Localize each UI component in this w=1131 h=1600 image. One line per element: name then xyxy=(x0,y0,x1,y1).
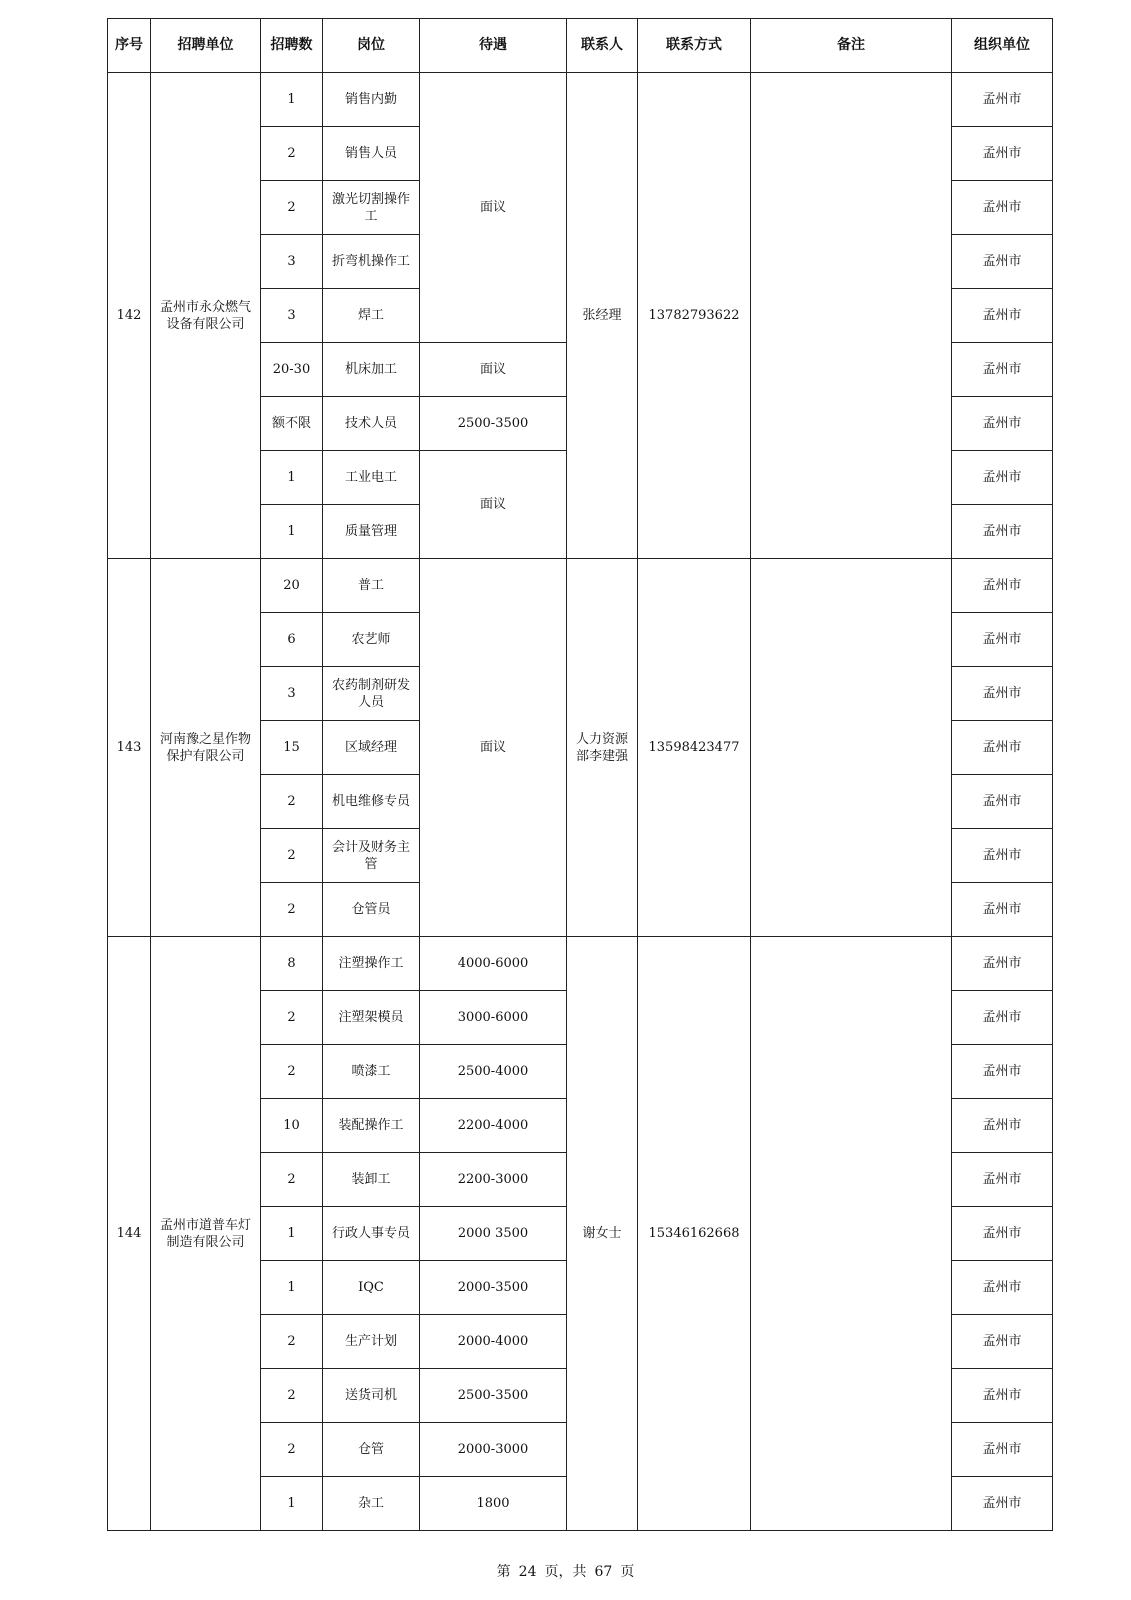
organizer: 孟州市 xyxy=(952,721,1053,775)
header-org: 组织单位 xyxy=(952,19,1053,73)
contact-person: 人力资源部李建强 xyxy=(567,559,638,937)
organizer: 孟州市 xyxy=(952,343,1053,397)
position-name: 销售内勤 xyxy=(323,73,420,127)
job-listing-sheet xyxy=(107,18,1052,1565)
header-note: 备注 xyxy=(751,19,952,73)
footer-mid: 页，共 xyxy=(544,1564,587,1580)
position-name: 喷漆工 xyxy=(323,1045,420,1099)
table-body xyxy=(108,73,1053,1531)
company-name: 孟州市道普车灯制造有限公司 xyxy=(151,937,261,1531)
contact-phone: 15346162668 xyxy=(638,937,751,1531)
salary: 2500-4000 xyxy=(420,1045,567,1099)
position-name: 会计及财务主管 xyxy=(323,829,420,883)
salary: 面议 xyxy=(420,343,567,397)
hire-count: 3 xyxy=(261,235,323,289)
organizer: 孟州市 xyxy=(952,181,1053,235)
job-table xyxy=(107,18,1053,1531)
hire-count: 1 xyxy=(261,451,323,505)
header-phone: 联系方式 xyxy=(638,19,751,73)
hire-count: 3 xyxy=(261,667,323,721)
position-name: 注塑架模员 xyxy=(323,991,420,1045)
organizer: 孟州市 xyxy=(952,289,1053,343)
position-name: 工业电工 xyxy=(323,451,420,505)
remarks xyxy=(751,559,952,937)
contact-person: 谢女士 xyxy=(567,937,638,1531)
serial-number: 144 xyxy=(108,937,151,1531)
position-name: 农艺师 xyxy=(323,613,420,667)
organizer: 孟州市 xyxy=(952,1207,1053,1261)
salary: 2000-3000 xyxy=(420,1423,567,1477)
salary: 3000-6000 xyxy=(420,991,567,1045)
organizer: 孟州市 xyxy=(952,1423,1053,1477)
hire-count: 3 xyxy=(261,289,323,343)
salary: 2500-3500 xyxy=(420,397,567,451)
organizer: 孟州市 xyxy=(952,991,1053,1045)
hire-count: 2 xyxy=(261,883,323,937)
organizer: 孟州市 xyxy=(952,451,1053,505)
hire-count: 20 xyxy=(261,559,323,613)
hire-count: 2 xyxy=(261,127,323,181)
position-name: 机电维修专员 xyxy=(323,775,420,829)
table-row xyxy=(108,937,1053,991)
hire-count: 2 xyxy=(261,991,323,1045)
organizer: 孟州市 xyxy=(952,1477,1053,1531)
contact-phone: 13598423477 xyxy=(638,559,751,937)
hire-count: 额不限 xyxy=(261,397,323,451)
header-pay: 待遇 xyxy=(420,19,567,73)
contact-person: 张经理 xyxy=(567,73,638,559)
company-name: 孟州市永众燃气设备有限公司 xyxy=(151,73,261,559)
organizer: 孟州市 xyxy=(952,397,1053,451)
salary: 2500-3500 xyxy=(420,1369,567,1423)
contact-phone: 13782793622 xyxy=(638,73,751,559)
hire-count: 2 xyxy=(261,1045,323,1099)
organizer: 孟州市 xyxy=(952,73,1053,127)
hire-count: 1 xyxy=(261,1261,323,1315)
organizer: 孟州市 xyxy=(952,559,1053,613)
salary: 面议 xyxy=(420,73,567,343)
remarks xyxy=(751,73,952,559)
salary: 2200-3000 xyxy=(420,1153,567,1207)
salary: 2000 3500 xyxy=(420,1207,567,1261)
table-row xyxy=(108,559,1053,613)
position-name: IQC xyxy=(323,1261,420,1315)
hire-count: 20-30 xyxy=(261,343,323,397)
organizer: 孟州市 xyxy=(952,667,1053,721)
organizer: 孟州市 xyxy=(952,775,1053,829)
hire-count: 10 xyxy=(261,1099,323,1153)
hire-count: 1 xyxy=(261,1477,323,1531)
salary: 面议 xyxy=(420,559,567,937)
position-name: 生产计划 xyxy=(323,1315,420,1369)
table-row xyxy=(108,73,1053,127)
position-name: 装卸工 xyxy=(323,1153,420,1207)
company-name: 河南豫之星作物保护有限公司 xyxy=(151,559,261,937)
hire-count: 6 xyxy=(261,613,323,667)
position-name: 技术人员 xyxy=(323,397,420,451)
organizer: 孟州市 xyxy=(952,505,1053,559)
page-footer xyxy=(0,1561,1131,1581)
salary: 1800 xyxy=(420,1477,567,1531)
position-name: 区域经理 xyxy=(323,721,420,775)
organizer: 孟州市 xyxy=(952,1099,1053,1153)
hire-count: 1 xyxy=(261,73,323,127)
organizer: 孟州市 xyxy=(952,235,1053,289)
position-name: 行政人事专员 xyxy=(323,1207,420,1261)
header-count: 招聘数 xyxy=(261,19,323,73)
serial-number: 143 xyxy=(108,559,151,937)
organizer: 孟州市 xyxy=(952,937,1053,991)
organizer: 孟州市 xyxy=(952,1045,1053,1099)
page-number: 24 xyxy=(518,1564,537,1580)
position-name: 农药制剂研发人员 xyxy=(323,667,420,721)
hire-count: 1 xyxy=(261,1207,323,1261)
serial-number: 142 xyxy=(108,73,151,559)
position-name: 杂工 xyxy=(323,1477,420,1531)
position-name: 仓管员 xyxy=(323,883,420,937)
organizer: 孟州市 xyxy=(952,883,1053,937)
position-name: 激光切割操作工 xyxy=(323,181,420,235)
organizer: 孟州市 xyxy=(952,829,1053,883)
position-name: 装配操作工 xyxy=(323,1099,420,1153)
hire-count: 2 xyxy=(261,1369,323,1423)
salary: 2200-4000 xyxy=(420,1099,567,1153)
hire-count: 1 xyxy=(261,505,323,559)
header-contact: 联系人 xyxy=(567,19,638,73)
total-pages: 67 xyxy=(594,1564,613,1580)
footer-suffix: 页 xyxy=(620,1564,635,1580)
position-name: 折弯机操作工 xyxy=(323,235,420,289)
position-name: 注塑操作工 xyxy=(323,937,420,991)
hire-count: 8 xyxy=(261,937,323,991)
header-position: 岗位 xyxy=(323,19,420,73)
position-name: 机床加工 xyxy=(323,343,420,397)
position-name: 销售人员 xyxy=(323,127,420,181)
hire-count: 2 xyxy=(261,1153,323,1207)
organizer: 孟州市 xyxy=(952,1261,1053,1315)
hire-count: 2 xyxy=(261,1315,323,1369)
position-name: 质量管理 xyxy=(323,505,420,559)
position-name: 仓管 xyxy=(323,1423,420,1477)
position-name: 普工 xyxy=(323,559,420,613)
organizer: 孟州市 xyxy=(952,613,1053,667)
remarks xyxy=(751,937,952,1531)
footer-prefix: 第 xyxy=(496,1564,511,1580)
organizer: 孟州市 xyxy=(952,127,1053,181)
salary: 2000-4000 xyxy=(420,1315,567,1369)
hire-count: 2 xyxy=(261,775,323,829)
salary: 面议 xyxy=(420,451,567,559)
position-name: 送货司机 xyxy=(323,1369,420,1423)
hire-count: 2 xyxy=(261,829,323,883)
position-name: 焊工 xyxy=(323,289,420,343)
hire-count: 2 xyxy=(261,1423,323,1477)
hire-count: 2 xyxy=(261,181,323,235)
header-row xyxy=(108,19,1053,73)
salary: 4000-6000 xyxy=(420,937,567,991)
hire-count: 15 xyxy=(261,721,323,775)
header-unit: 招聘单位 xyxy=(151,19,261,73)
organizer: 孟州市 xyxy=(952,1315,1053,1369)
organizer: 孟州市 xyxy=(952,1153,1053,1207)
header-no: 序号 xyxy=(108,19,151,73)
organizer: 孟州市 xyxy=(952,1369,1053,1423)
salary: 2000-3500 xyxy=(420,1261,567,1315)
